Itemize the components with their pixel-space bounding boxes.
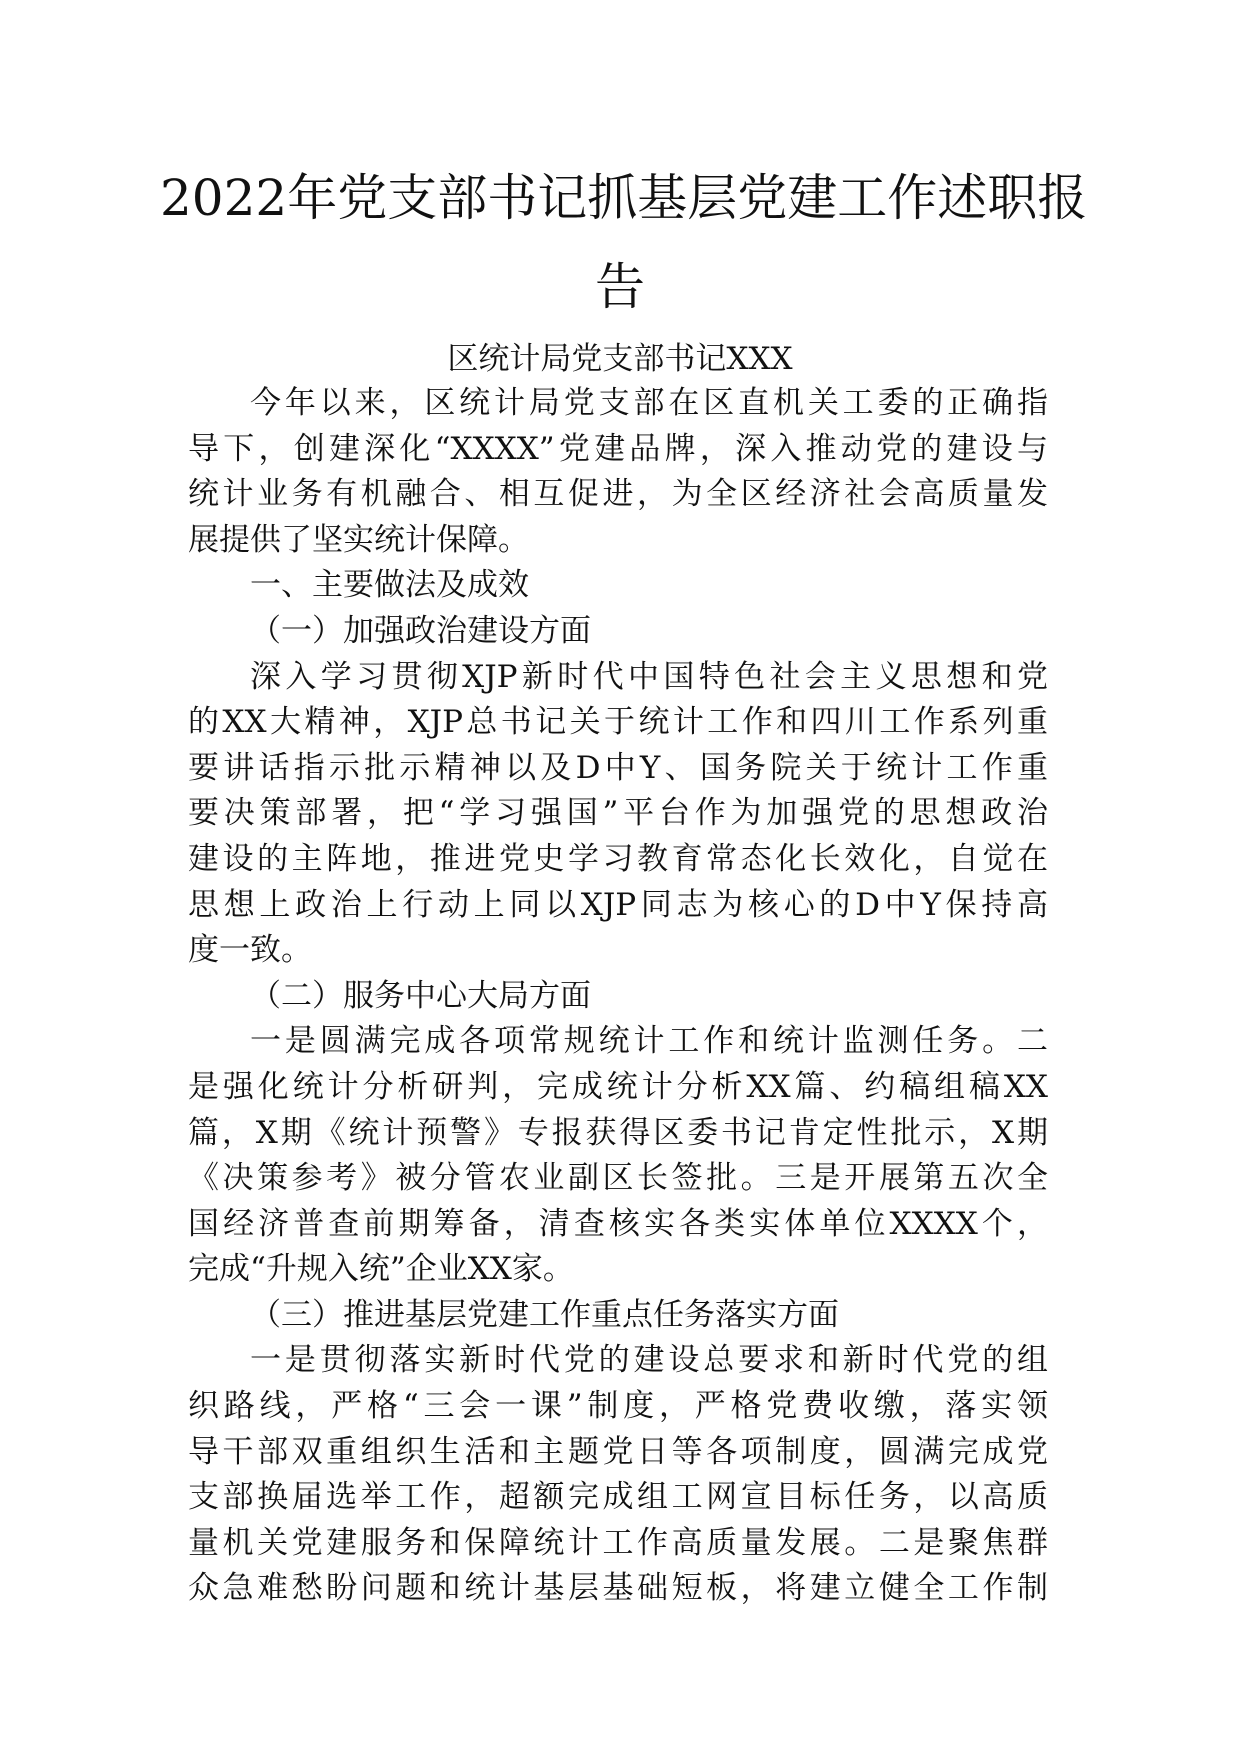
- body-line: 《决策参考》被分管农业副区长签批。三是开展第五次全: [188, 1160, 1048, 1197]
- body-line: 一是圆满完成各项常规统计工作和统计监测任务。二: [250, 1023, 1048, 1060]
- body-line: 导下，创建深化“XXXX”党建品牌，深入推动党的建设与: [188, 430, 1048, 467]
- body-line: 度一致。: [188, 932, 312, 969]
- body-line: 导干部双重组织生活和主题党日等各项制度，圆满完成党: [188, 1433, 1048, 1470]
- body-line: 是强化统计分析研判，完成统计分析XX篇、约稿组稿XX: [188, 1068, 1048, 1105]
- body-line: （一）加强政治建设方面: [250, 612, 591, 649]
- document-title-line-1: 2022年党支部书记抓基层党建工作述职报: [160, 169, 1088, 227]
- document-author: 区统计局党支部书记XXX: [447, 341, 793, 377]
- body-line: 一、主要做法及成效: [250, 567, 529, 604]
- body-line: 展提供了坚实统计保障。: [188, 521, 529, 558]
- body-line: 国经济普查前期筹备，清查核实各类实体单位XXXX个，: [188, 1205, 1048, 1242]
- body-line: 量机关党建服务和保障统计工作高质量发展。二是聚焦群: [188, 1524, 1048, 1561]
- body-line: 今年以来，区统计局党支部在区直机关工委的正确指: [250, 385, 1048, 421]
- body-line: 众急难愁盼问题和统计基层基础短板，将建立健全工作制: [188, 1570, 1048, 1607]
- document-title-line-2: 告: [595, 258, 645, 316]
- body-line: 要讲话指示批示精神以及D中Y、国务院关于统计工作重: [188, 749, 1048, 786]
- body-line: 完成“升规入统”企业XX家。: [188, 1251, 574, 1288]
- body-line: 思想上政治上行动上同以XJP同志为核心的D中Y保持高: [188, 886, 1048, 923]
- body-line: 要决策部署，把“学习强国”平台作为加强党的思想政治: [188, 795, 1048, 832]
- body-line: 统计业务有机融合、相互促进，为全区经济社会高质量发: [188, 476, 1048, 513]
- body-line: 深入学习贯彻XJP新时代中国特色社会主义思想和党: [250, 658, 1048, 695]
- document-body: [188, 381, 1048, 1612]
- body-line: 的XX大精神，XJP总书记关于统计工作和四川工作系列重: [188, 704, 1048, 741]
- body-line: 建设的主阵地，推进党史学习教育常态化长效化，自觉在: [188, 840, 1048, 877]
- body-line: 织路线，严格“三会一课”制度，严格党费收缴，落实领: [188, 1388, 1048, 1425]
- body-line: 一是贯彻落实新时代党的建设总要求和新时代党的组: [250, 1342, 1048, 1379]
- body-line: （二）服务中心大局方面: [250, 977, 591, 1014]
- body-line: 篇，X期《统计预警》专报获得区委书记肯定性批示，X期: [188, 1114, 1048, 1151]
- body-line: 支部换届选举工作，超额完成组工网宣目标任务，以高质: [188, 1479, 1048, 1516]
- body-line: （三）推进基层党建工作重点任务落实方面: [250, 1296, 839, 1333]
